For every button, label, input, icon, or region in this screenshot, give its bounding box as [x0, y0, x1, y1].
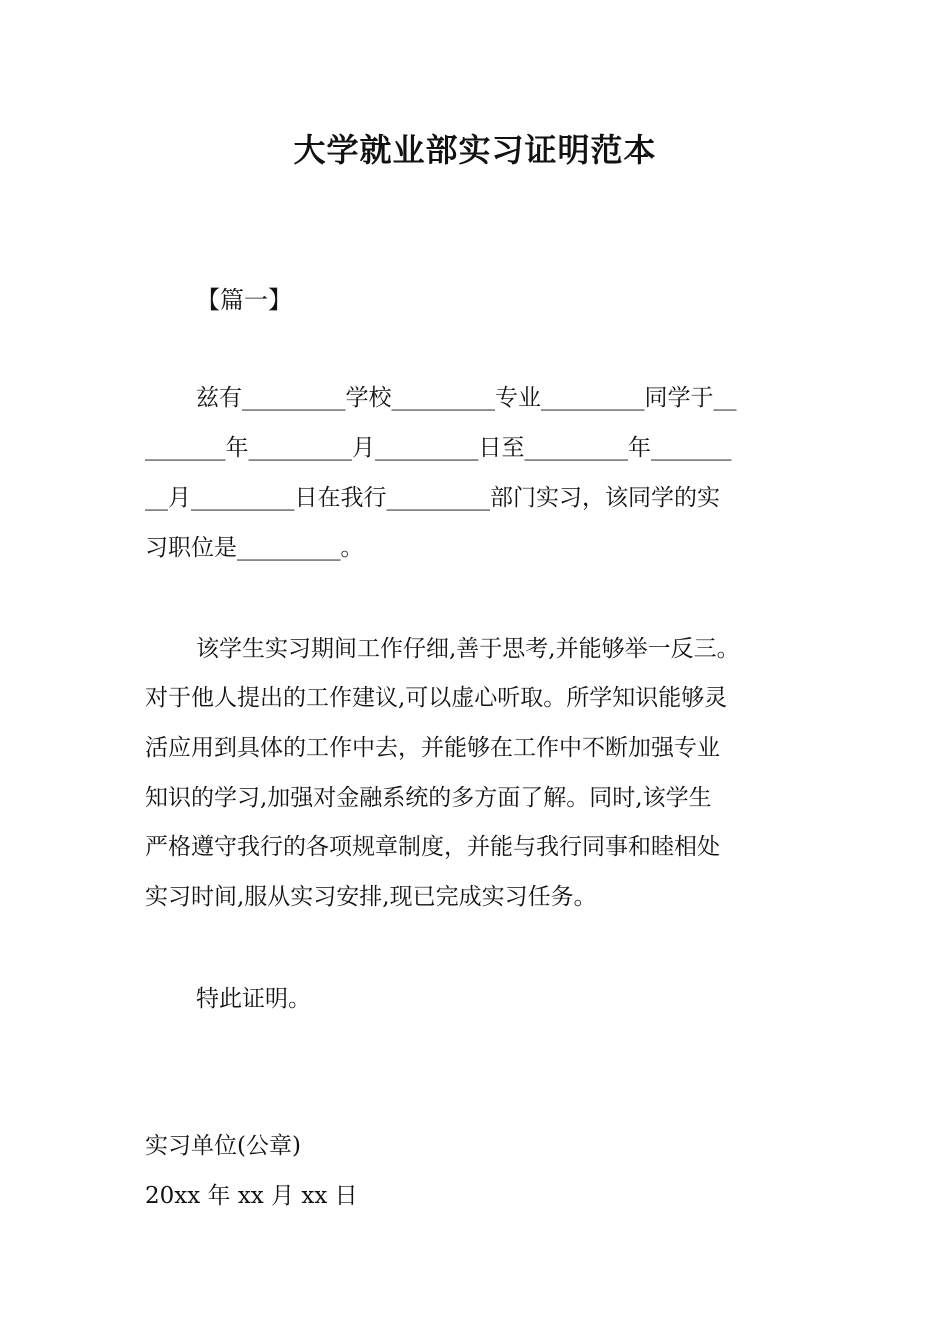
- certificate-line-2: _______年_________月_________日至_________年_______: [145, 435, 732, 461]
- certificate-line-1: 兹有_________学校_________专业_________同学于__: [196, 385, 737, 411]
- evaluation-line-3: 活应用到具体的工作中去，并能够在工作中不断加强专业: [145, 735, 720, 761]
- evaluation-line-2: 对于他人提出的工作建议,可以虚心听取。所学知识能够灵: [145, 685, 728, 711]
- certificate-line-3: __月_________日在我行_________部门实习，该同学的实: [145, 485, 720, 511]
- evaluation-line-4: 知识的学习,加强对金融系统的多方面了解。同时,该学生: [145, 785, 712, 811]
- issue-date: 20xx 年 xx 月 xx 日: [145, 1183, 358, 1209]
- evaluation-line-5: 严格遵守我行的各项规章制度，并能与我行同事和睦相处: [145, 834, 720, 860]
- evaluation-line-1: 该学生实习期间工作仔细,善于思考,并能够举一反三。: [196, 636, 740, 662]
- document-title: 大学就业部实习证明范本: [293, 131, 657, 169]
- section-label: 【篇一】: [196, 286, 292, 314]
- issuing-unit: 实习单位(公章): [145, 1133, 301, 1159]
- evaluation-line-6: 实习时间,服从实习安排,现已完成实习任务。: [145, 884, 597, 910]
- closing-statement: 特此证明。: [196, 986, 311, 1012]
- certificate-line-4: 习职位是_________。: [145, 535, 364, 561]
